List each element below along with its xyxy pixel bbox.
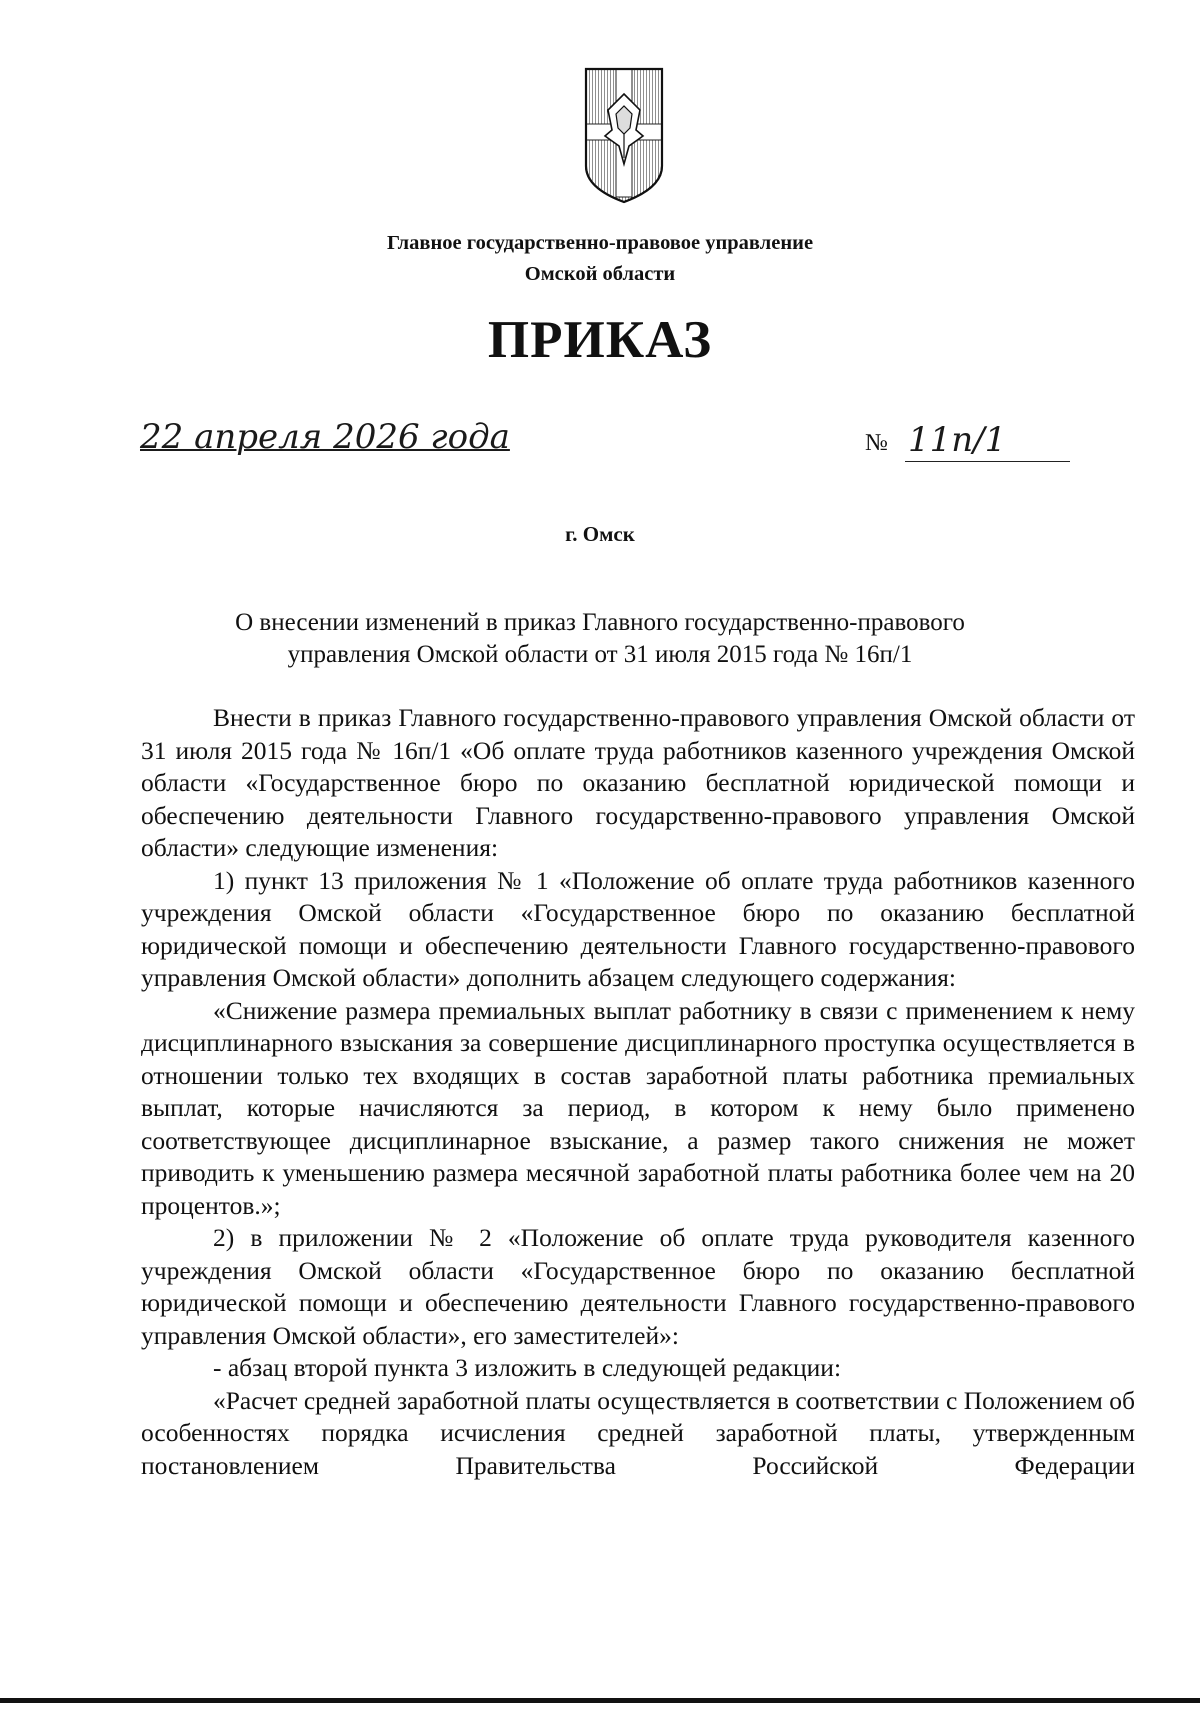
document-body [141,702,1135,1482]
document-subject [0,607,1200,671]
body-paragraph: Внести в приказ Главного государственно-правового управления Омской области от 31 июля 2015 года № 16п/1 «Об оплате труда работников казенного учреждения Омской области «Государственное бюро по оказанию бесплатной юридической помощи и обеспечению деятельности Главного государственно-правового управления Омской области» следующие изменения: [141,703,1135,862]
agency-name-line2: Омской области [524,263,676,285]
number-label: № [865,430,888,456]
agency-name [0,228,1200,290]
page-bottom-rule [0,1698,1200,1703]
body-paragraph: «Расчет средней заработной платы осуществляется в соответствии с Положением об особенностях порядка исчисления средней заработной платы, утвержденным постановлением Правительства Российской Федерации [141,1385,1135,1480]
document-date-handwritten: 22 апреля 2026 года [140,417,510,457]
city-label: г. Омск [565,522,635,546]
agency-name-line1: Главное государственно-правовое управление [386,232,814,254]
body-paragraph: - абзац второй пункта 3 изложить в следующей редакции: [213,1353,842,1382]
number-underline [905,461,1070,462]
body-paragraph: «Снижение размера премиальных выплат работнику в связи с применением к нему дисциплинарного взыскания за совершение дисциплинарного проступка осуществляется в отношении только тех входящих в состав заработной платы работника премиальных выплат, которые начисляются за период, в котором к нему было применено соответствующее дисциплинарное взыскание, а размер такого снижения не может приводить к уменьшению размера месячной заработной платы работника более чем на 20 процентов.»; [141,995,1135,1220]
coat-of-arms-emblem [583,66,665,205]
document-number [865,420,1070,464]
body-paragraph: 1) пункт 13 приложения № 1 «Положение об оплате труда работников казенного учреждения Омской области «Государственное бюро по оказанию бесплатной юридической помощи и обеспечению деятельности Главного государственно-правового управления Омской области» дополнить абзацем следующего содержания: [141,865,1135,992]
body-paragraph: 2) в приложении № 2 «Положение об оплате труда руководителя казенного учреждения Омской области «Государственное бюро по оказанию бесплатной юридической помощи и обеспечению деятельности Главного государственно-правового управления Омской области», его заместителей»: [141,1223,1135,1350]
subject-line1: О внесении изменений в приказ Главного государственно-правового [235,609,965,636]
document-type-title: ПРИКАЗ [487,311,713,369]
document-number-handwritten: 11п/1 [908,420,1007,460]
subject-line2: управления Омской области от 31 июля 2015 года № 16п/1 [287,641,913,668]
